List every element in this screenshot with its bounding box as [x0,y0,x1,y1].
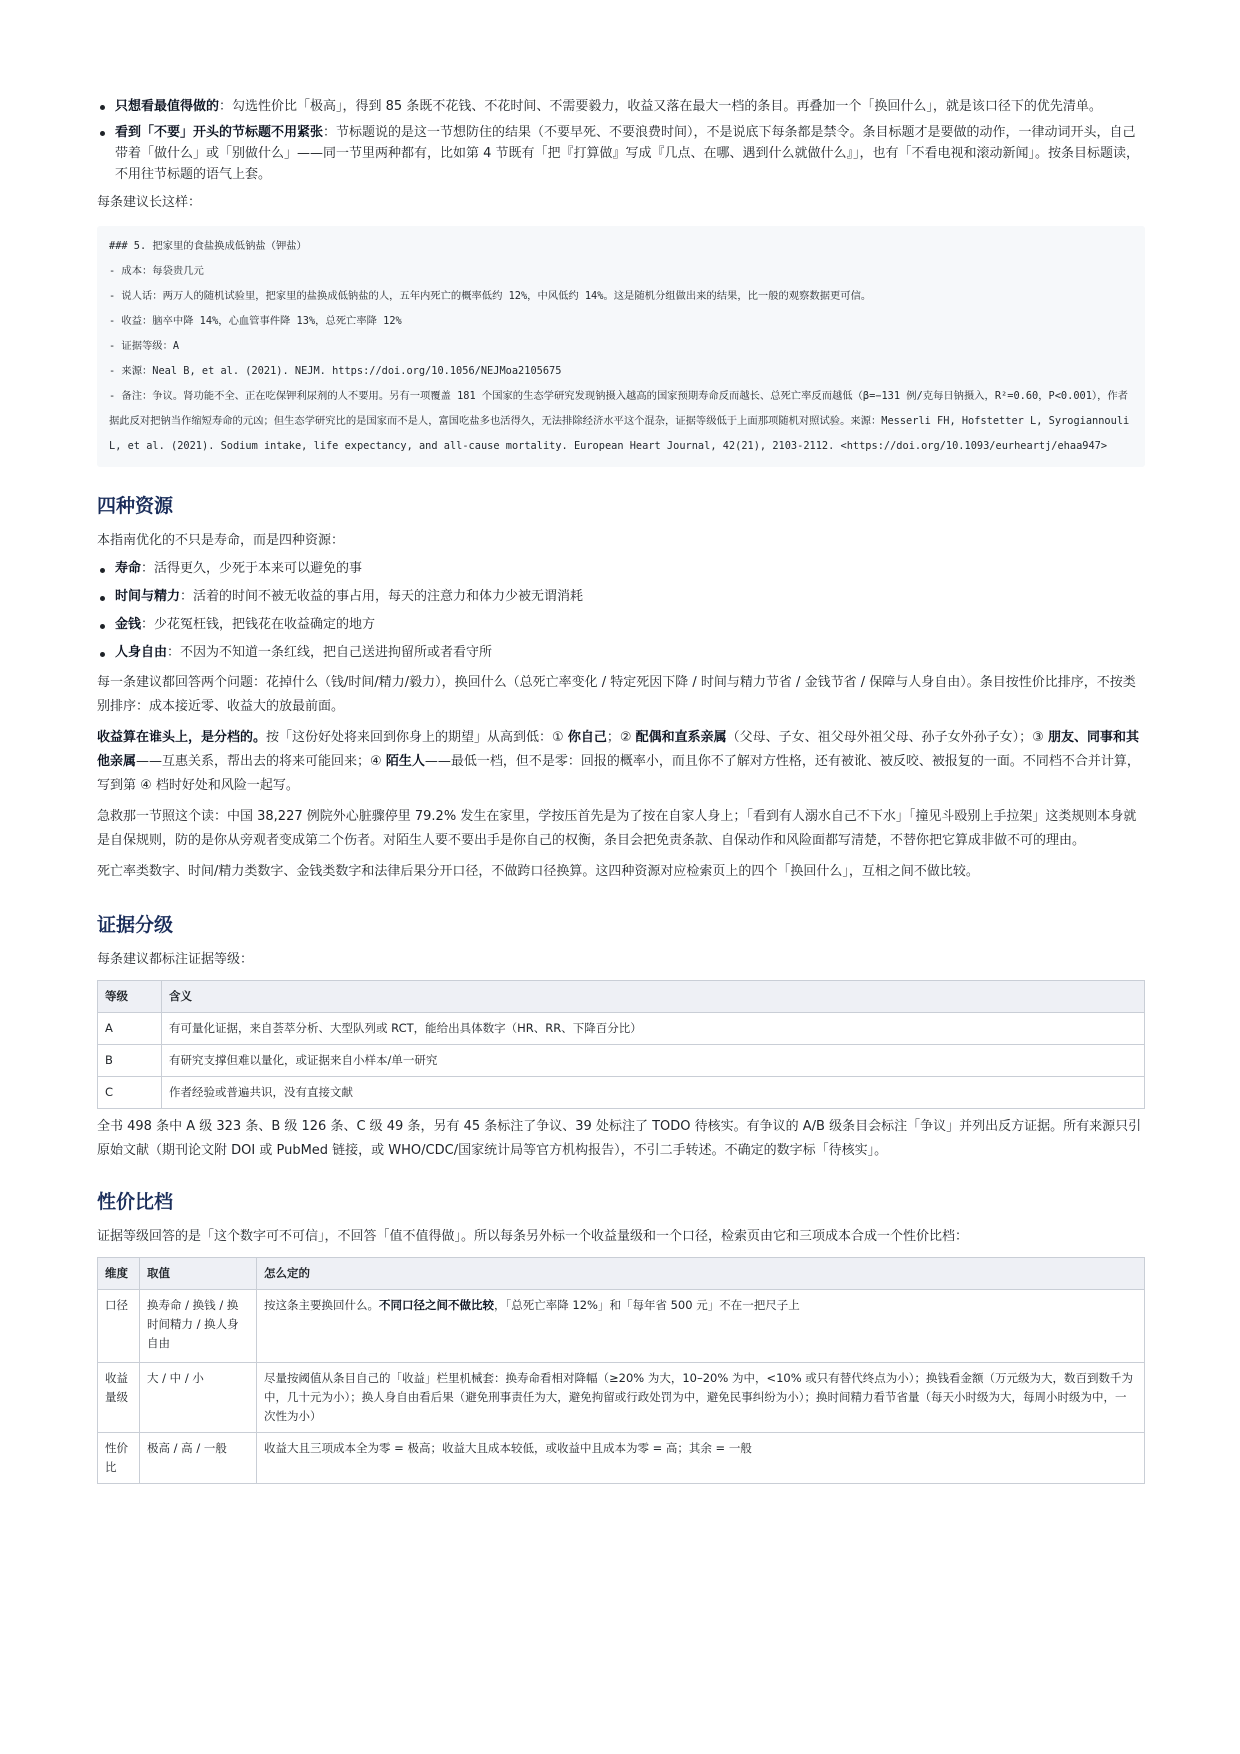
evidence-intro: 每条建议都标注证据等级： [97,952,254,967]
value-table [97,1257,1145,1484]
p2-text: ——互惠关系，帮出去的将来可能回来；④ [136,754,386,769]
code-line: - 收益：脑卒中降 14%，心血管事件降 13%，总死亡率降 12% [109,315,402,327]
table-cell: 有可量化证据，来自荟萃分析、大型队列或 RCT，能给出具体数字（HR、RR、下降百分比） [162,1013,1145,1045]
table-row [98,1363,1145,1433]
table-row [98,1077,1145,1109]
table-row [98,1045,1145,1077]
table-cell: 性价比 [98,1433,140,1484]
cell-text: 按这条主要换回什么。 [264,1298,379,1312]
table-cell: 大 / 中 / 小 [140,1363,257,1433]
evidence-note: 全书 498 条中 A 级 323 条、B 级 126 条、C 级 49 条，另有 45 条标注了争议、39 处标注了 TODO 待核实。有争议的 A/B 级条目会标注「争议」并列出反方证据。所有来源只引原始文献（期刊论文附 DOI 或 PubMed 链接，或 WHO/CDC/国家统计局等官方机构报告），不引二手转述。不确定的数字标「待核实」。 [97,1119,1142,1158]
table-cell: B [98,1045,162,1077]
code-line: - 说人话：两万人的随机试验里，把家里的盐换成低钠盐的人，五年内死亡的概率低约 12%，中风低约 14%。这是随机分组做出来的结果，比一般的观察数据更可信。 [109,290,872,302]
resource-name: 人身自由 [115,645,168,660]
p2-text: （父母、子女、祖父母外祖父母、孙子女外孙子女）；③ [726,730,1048,745]
p2-strong: 你自己 [567,730,607,745]
p2-text: ——最低一档，但不是零：回报的概率小，而且你不了解对方性格，还有被讹、被反咬、被报复的一面。不同档不合并计算，写到第 ④ 档时好处和风险一起写。 [97,754,1140,793]
table-row [98,1013,1145,1045]
evidence-table [97,980,1145,1109]
table-cell: 有研究支撑但难以量化，或证据来自小样本/单一研究 [162,1045,1145,1077]
table-cell: C [98,1077,162,1109]
resource-desc: ：不因为不知道一条红线，把自己送进拘留所或者看守所 [167,645,493,660]
example-code-block [97,226,1145,467]
resource-desc: ：少花冤枉钱，把钱花在收益确定的地方 [141,617,376,632]
table-row [98,1433,1145,1484]
usage-tips-list [97,96,1145,185]
cell-text: ，「总死亡率降 12%」和「每年省 500 元」不在一把尺子上 [494,1298,800,1312]
table-header-row [98,1258,1145,1290]
resources-list [97,559,1145,663]
document-page [97,96,1145,1484]
table-cell [257,1290,1145,1363]
list-item [97,96,1145,117]
code-line: - 成本：每袋贵几元 [109,265,204,277]
resource-desc: ：活得更久，少死于本来可以避免的事 [141,561,363,576]
list-item [97,559,1145,579]
list-item [97,643,1145,663]
code-line: - 来源：Neal B, et al. (2021). NEJM. https://doi.org/10.1056/NEJMoa2105675 [109,365,562,377]
code-line: ### 5. 把家里的食盐换成低钠盐（钾盐） [109,240,307,252]
resources-paragraph-3: 急救那一节照这个读：中国 38,227 例院外心脏骤停里 79.2% 发生在家里，学按压首先是为了按在自家人身上；「看到有人溺水自己不下水」「撞见斗殴别上手拉架」这类规则本身就是自保规则，防的是你从旁观者变成第二个伤者。对陌生人要不要出手是你自己的权衡，条目会把免责条款、自保动作和风险面都写清楚，不替你把它算成非做不可的理由。 [97,809,1137,848]
code-line: - 备注：争议。肾功能不全、正在吃保钾利尿剂的人不要用。另有一项覆盖 181 个国家的生态学研究发现钠摄入越高的国家预期寿命反而越长、总死亡率反而越低（β=−131 例/克每日钠摄入，R²=0.60，P<0.001），作者据此反对把钠当作缩短寿命的元凶；但生态学研究比的是国家而不是人，富国吃盐多也活得久，无法排除经济水平这个混杂，证据等级低于上面那项随机对照试验。来源：Messerli FH, Hofstetter L, Syrogiannouli L, et al. (2021). Sodium intake, life expectancy, and all-cause mortality. European Heart Journal, 42(21), 2103-2112. <https://doi.org/10.1093/eurheartj/ehaa947> [109,390,1130,452]
resources-intro: 本指南优化的不只是寿命，而是四种资源： [97,533,345,548]
resources-paragraph-2 [97,726,1145,798]
table-cell: 口径 [98,1290,140,1363]
column-header: 含义 [162,981,1145,1013]
table-cell: A [98,1013,162,1045]
list-item [97,615,1145,635]
p2-strong: 配偶和直系亲属 [635,730,727,745]
tip-text: ：勾选性价比「极高」，得到 85 条既不花钱、不花时间、不需要毅力，收益又落在最大一档的条目。再叠加一个「换回什么」，就是该口径下的优先清单。 [219,99,1102,114]
section-heading-value: 性价比档 [97,1191,174,1213]
p2-strong: 朋友、同事和其他亲属 [97,730,1139,769]
column-header: 等级 [98,981,162,1013]
column-header: 怎么定的 [257,1258,1145,1290]
code-line: - 证据等级：A [109,340,180,352]
cell-strong: 不同口径之间不做比较 [379,1298,494,1312]
p2-text: 按「这份好处将来回到你身上的期望」从高到低：① [266,730,568,745]
list-item [97,122,1145,185]
table-cell: 尽量按阈值从条目自己的「收益」栏里机械套：换寿命看相对降幅（≥20% 为大，10–20% 为中，<10% 或只有替代终点为小）；换钱看金额（万元级为大，数百到数千为中，几十元为小）；换人身自由看后果（避免刑事责任为大，避免拘留或行政处罚为中，避免民事纠纷为小）；换时间精力看节省量（每天小时级为大，每周小时级为中，一次性为小） [257,1363,1145,1433]
resource-desc: ：活着的时间不被无收益的事占用，每天的注意力和体力少被无谓消耗 [180,589,584,604]
section-heading-resources: 四种资源 [97,495,174,517]
example-intro: 每条建议长这样： [97,195,202,210]
table-cell: 换寿命 / 换钱 / 换时间精力 / 换人身自由 [140,1290,257,1363]
p2-strong: 陌生人 [385,754,425,769]
table-cell: 极高 / 高 / 一般 [140,1433,257,1484]
table-cell: 收益量级 [98,1363,140,1433]
resource-name: 时间与精力 [115,589,181,604]
value-intro: 证据等级回答的是「这个数字可不可信」，不回答「值不值得做」。所以每条另外标一个收益量级和一个口径，检索页由它和三项成本合成一个性价比档： [97,1229,969,1244]
p2-text: ；② [606,730,636,745]
resource-name: 寿命 [115,561,142,576]
resource-name: 金钱 [115,617,142,632]
list-item [97,587,1145,607]
section-heading-evidence: 证据分级 [97,914,174,936]
resources-paragraph-1: 每一条建议都回答两个问题：花掉什么（钱/时间/精力/毅力），换回什么（总死亡率变化 / 特定死因下降 / 时间与精力节省 / 金钱节省 / 保障与人身自由）。条目按性价比排序，不按类别排序：成本接近零、收益大的放最前面。 [97,675,1136,714]
column-header: 取值 [140,1258,257,1290]
tip-text: ：节标题说的是这一节想防住的结果（不要早死、不要浪费时间），不是说底下每条都是禁令。条目标题才是要做的动作，一律动词开头，自己带着「做什么」或「别做什么」——同一节里两种都有，比如第 4 节既有「把『打算做』写成『几点、在哪、遇到什么就做什么』」，也有「不看电视和滚动新闻」。按条目标题读，不用往节标题的语气上套。 [115,125,1140,182]
p2-strong: 收益算在谁头上，是分档的。 [97,730,267,745]
table-cell: 收益大且三项成本全为零 = 极高；收益大且成本较低，或收益中且成本为零 = 高；其余 = 一般 [257,1433,1145,1484]
column-header: 维度 [98,1258,140,1290]
table-row [98,1290,1145,1363]
tip-strong: 只想看最值得做的 [115,99,220,114]
tip-strong: 看到「不要」开头的节标题不用紧张 [115,125,324,140]
resources-paragraph-4: 死亡率类数字、时间/精力类数字、金钱类数字和法律后果分开口径，不做跨口径换算。这四种资源对应检索页上的四个「换回什么」，互相之间不做比较。 [97,864,979,879]
table-cell: 作者经验或普遍共识，没有直接文献 [162,1077,1145,1109]
table-header-row [98,981,1145,1013]
